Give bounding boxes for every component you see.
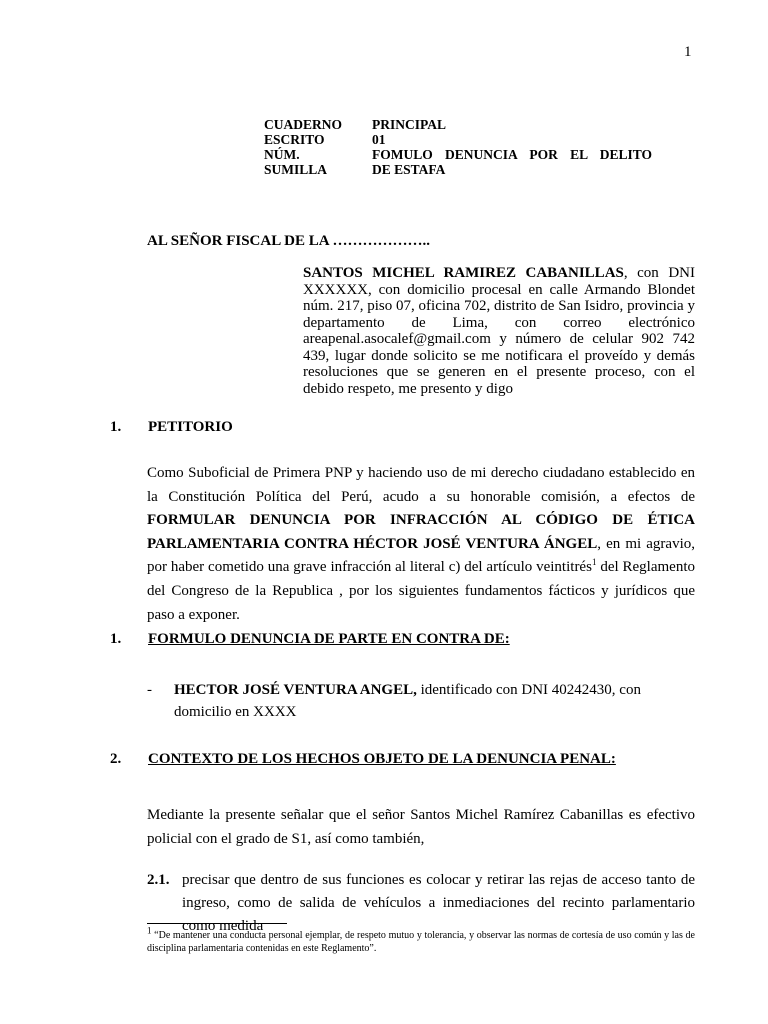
- petitorio-text: del Reglamento del Congreso de la Republica , por los siguientes fundamentos fácticos y jurídicos que paso a exponer.: [147, 559, 695, 623]
- footnote: [147, 925, 695, 955]
- section-number: 1.: [110, 631, 122, 647]
- bullet-dash: -: [147, 682, 152, 698]
- header-key: CUADERNO: [264, 117, 343, 132]
- contexto-paragraph: Mediante la presente señalar que el señor Santos Michel Ramírez Cabanillas es efectivo policial con el grado de S1, así como también,: [147, 807, 695, 847]
- footnote-number: 1: [147, 925, 152, 936]
- header-row: [264, 117, 652, 132]
- denunciado-item: [147, 679, 695, 723]
- addressee: AL SEÑOR FISCAL DE LA ………………..: [147, 233, 430, 249]
- page-number: 1: [684, 44, 692, 60]
- footnote-text: “De mantener una conducta personal ejemplar, de respeto mutuo y tolerancia, y observar las normas de cortesía de uso común y las de disciplina parlamentaria contenidas en este Reglamento”.: [147, 930, 695, 954]
- denunciado-name: HECTOR JOSÉ VENTURA ANGEL,: [174, 682, 417, 698]
- footnote-separator: [147, 923, 287, 924]
- subitem-text: precisar que dentro de sus funciones es colocar y retirar las rejas de acceso tanto de ingreso, como de salida de vehículos a inmediaciones del recinto parlamentario como medida: [182, 872, 695, 934]
- section-title: CONTEXTO DE LOS HECHOS OBJETO DE LA DENUNCIA PENAL:: [148, 751, 616, 767]
- header-value: FOMULO DENUNCIA POR EL DELITO: [372, 147, 652, 162]
- section-title: FORMULO DENUNCIA DE PARTE EN CONTRA DE:: [148, 631, 510, 647]
- header-row: [264, 132, 652, 147]
- section-number: 1.: [110, 419, 122, 435]
- petitorio-paragraph: [147, 462, 695, 627]
- subitem-number: 2.1.: [147, 872, 170, 888]
- header-row: [264, 147, 652, 162]
- header-value: DE ESTAFA: [372, 162, 446, 177]
- header-key: SUMILLA: [264, 162, 328, 177]
- complainant-name: SANTOS MICHEL RAMIREZ CABANILLAS: [303, 265, 624, 281]
- petitorio-text: , en mi agravio, por haber cometido una grave infracción al literal c) del artículo veintitrés: [147, 535, 695, 576]
- header-key: NÚM.: [264, 147, 300, 162]
- intro-text: , con DNI XXXXXX, con domicilio procesal en calle Armando Blondet núm. 217, piso 07, oficina 702, distrito de San Isidro, provincia y departamento de Lima, con correo electrónico areapenal.asocalef@gmail.com y número de celular 902 742 439, lugar donde solicito se me notificara el proveído y demás resoluciones que se generen en el presente proceso, con el debido respeto, me presento y digo: [303, 265, 695, 397]
- case-header: [264, 117, 652, 177]
- header-key: ESCRITO: [264, 132, 325, 147]
- header-row: [264, 162, 652, 177]
- header-value: PRINCIPAL: [372, 117, 446, 132]
- header-value: 01: [372, 132, 386, 147]
- section-number: 2.: [110, 751, 122, 767]
- denunciado-text: [174, 679, 695, 723]
- section-title: PETITORIO: [148, 419, 233, 435]
- subitem-2-1: [147, 869, 695, 938]
- petitorio-text: Como Suboficial de Primera PNP y haciendo uso de mi derecho ciudadano establecido en la Constitución Política del Perú, acudo a su honorable comisión, a efectos de: [147, 465, 695, 505]
- denunciado-details: identificado con DNI 40242430, con domicilio en XXXX: [174, 682, 641, 720]
- petitorio-bold-text: FORMULAR DENUNCIA POR INFRACCIÓN AL CÓDIGO DE ÉTICA PARLAMENTARIA CONTRA HÉCTOR JOSÉ VENTURA ÁNGEL: [147, 512, 695, 552]
- footnote-reference[interactable]: 1: [591, 557, 597, 568]
- intro-paragraph: [303, 265, 695, 397]
